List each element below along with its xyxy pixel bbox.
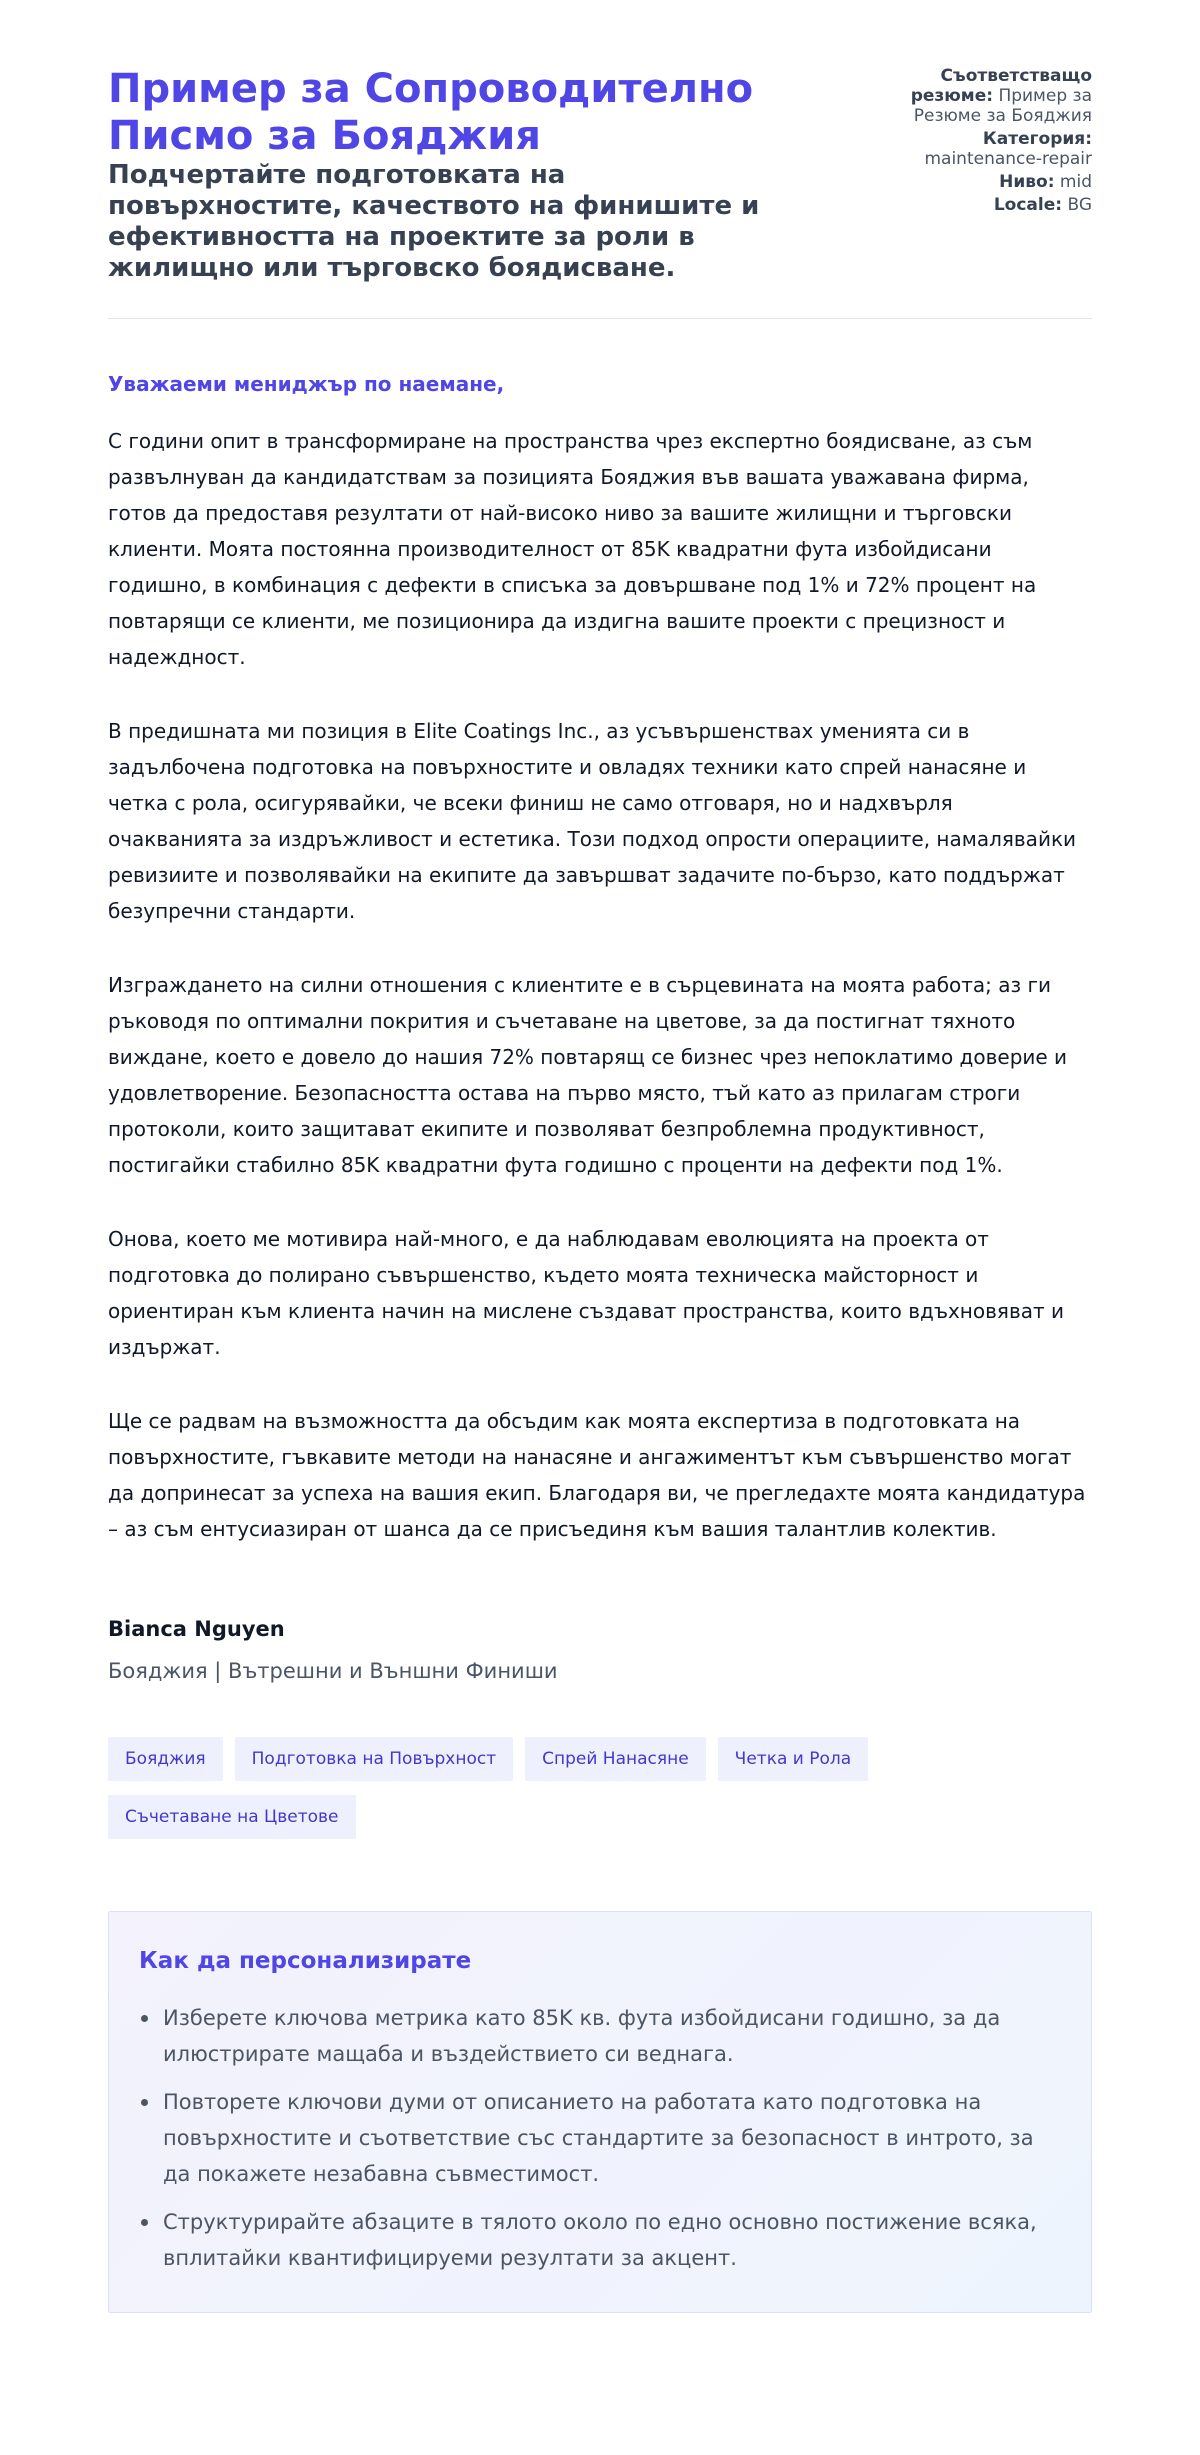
page-title: Пример за Сопроводително Писмо за Бояджия	[108, 66, 754, 159]
tag: Спрей Нанасяне	[525, 1737, 706, 1781]
letter-paragraph: С години опит в трансформиране на пространства чрез експертно боядисване, аз съм развълнуван да кандидатствам за позицията Бояджия във вашата уважавана фирма, готов да предоставя резултати от най-високо ниво за вашите жилищни и търговски клиенти. Моята постоянна производителност от 85K квадратни фута избойдисани годишно, в комбинация с дефекти в списъка за довършване под 1% и 72% процент на повтарящи се клиенти, ме позиционира да издигна вашите проекти с прецизност и надеждност.	[108, 429, 1037, 669]
tag: Подготовка на Повърхност	[235, 1737, 513, 1781]
signature-name: Bianca Nguyen	[108, 1617, 285, 1641]
header-titles	[108, 66, 808, 284]
tips-item	[139, 2000, 1061, 2072]
letter-paragraph: Ще се радвам на възможността да обсъдим как моята експертиза в подготовката на повърхностите, гъвкавите методи на нанасяне и ангажиментът към съвършенство могат да допринесат за успеха на вашия екип. Благодаря ви, че прегледахте моята кандидатура – аз съм ентусиазиран от шанса да се присъединя към вашия талантлив колектив.	[108, 1409, 1086, 1541]
meta-label: Ниво:	[999, 172, 1055, 192]
letter-paragraph: Изграждането на силни отношения с клиентите е в сърцевината на моята работа; аз ги ръководя по оптимални покрития и съчетаване на цветове, за да постигнат тяхното виждане, което е довело до нашия 72% повтарящ се бизнес чрез непоклатимо доверие и удовлетворение. Безопасността остава на първо място, тъй като аз прилагам строги протоколи, които защитават екипите и позволяват безпроблемна продуктивност, постигайки стабилно 85K квадратни фута годишно с проценти на дефекти под 1%.	[108, 973, 1068, 1177]
tips-item	[139, 2204, 1061, 2276]
meta-value: maintenance-repair	[924, 149, 1092, 169]
meta-label: Категория:	[982, 129, 1092, 149]
meta-value: BG	[1067, 195, 1092, 215]
page-subtitle: Подчертайте подготовката на повърхностите, качеството на финишите и ефективността на проектите за роли в жилищно или търговско боядисване.	[108, 160, 760, 283]
tips-title: Как да персонализирате	[139, 1948, 472, 1974]
meta-value: mid	[1059, 172, 1092, 192]
bullet-icon	[141, 2099, 148, 2106]
tag: Бояджия	[108, 1737, 223, 1781]
meta-locale	[902, 195, 1092, 215]
meta-matching-resume	[902, 66, 1092, 126]
meta-panel	[902, 66, 1092, 218]
page-header	[108, 66, 1092, 319]
tips-item-text: Структурирайте абзаците в тялото около по едно основно постижение всяка, вплитайки квантифицируеми резултати за акцент.	[163, 2210, 1037, 2270]
tips-item-text: Изберете ключова метрика като 85K кв. фута избойдисани годишно, за да илюстрирате мащаба и въздействието си веднага.	[163, 2006, 1001, 2066]
tips-list	[139, 2000, 1061, 2276]
tag-list	[108, 1737, 908, 1839]
letter-body	[108, 371, 1092, 1547]
signature-block	[108, 1615, 1092, 1685]
letter-paragraph: В предишната ми позиция в Elite Coatings Inc., аз усъвършенствах уменията си в задълбочена подготовка на повърхностите и овладях техники като спрей нанасяне и четка с рола, осигурявайки, че всеки финиш не само отговаря, но и надхвърля очакванията за издръжливост и естетика. Този подход опрости операциите, намалявайки ревизиите и позволявайки на екипите да завършват задачите по-бързо, като поддържат безупречни стандарти.	[108, 719, 1077, 923]
signature-role: Бояджия | Вътрешни и Външни Финиши	[108, 1659, 558, 1683]
meta-value: Пример за Резюме за Бояджия	[913, 86, 1092, 126]
meta-category	[902, 129, 1092, 169]
meta-label: Съответстващо резюме:	[910, 66, 1092, 106]
letter-paragraph: Онова, което ме мотивира най-много, е да наблюдавам еволюцията на проекта от подготовка до полирано съвършенство, където моята техническа майсторност и ориентиран към клиента начин на мислене създават пространства, които вдъхновяват и издържат.	[108, 1227, 1064, 1359]
meta-label: Locale:	[993, 195, 1063, 215]
personalize-tips-box	[108, 1911, 1092, 2313]
meta-level	[902, 172, 1092, 192]
tag: Съчетаване на Цветове	[108, 1795, 356, 1839]
tag: Четка и Рола	[718, 1737, 869, 1781]
bullet-icon	[141, 2219, 148, 2226]
bullet-icon	[141, 2015, 148, 2022]
tips-item-text: Повторете ключови думи от описанието на работата като подготовка на повърхностите и съответствие със стандартите за безопасност в интрото, за да покажете незабавна съвместимост.	[163, 2090, 1034, 2186]
tips-item	[139, 2084, 1061, 2192]
letter-greeting: Уважаеми мениджър по наемане,	[108, 372, 505, 396]
